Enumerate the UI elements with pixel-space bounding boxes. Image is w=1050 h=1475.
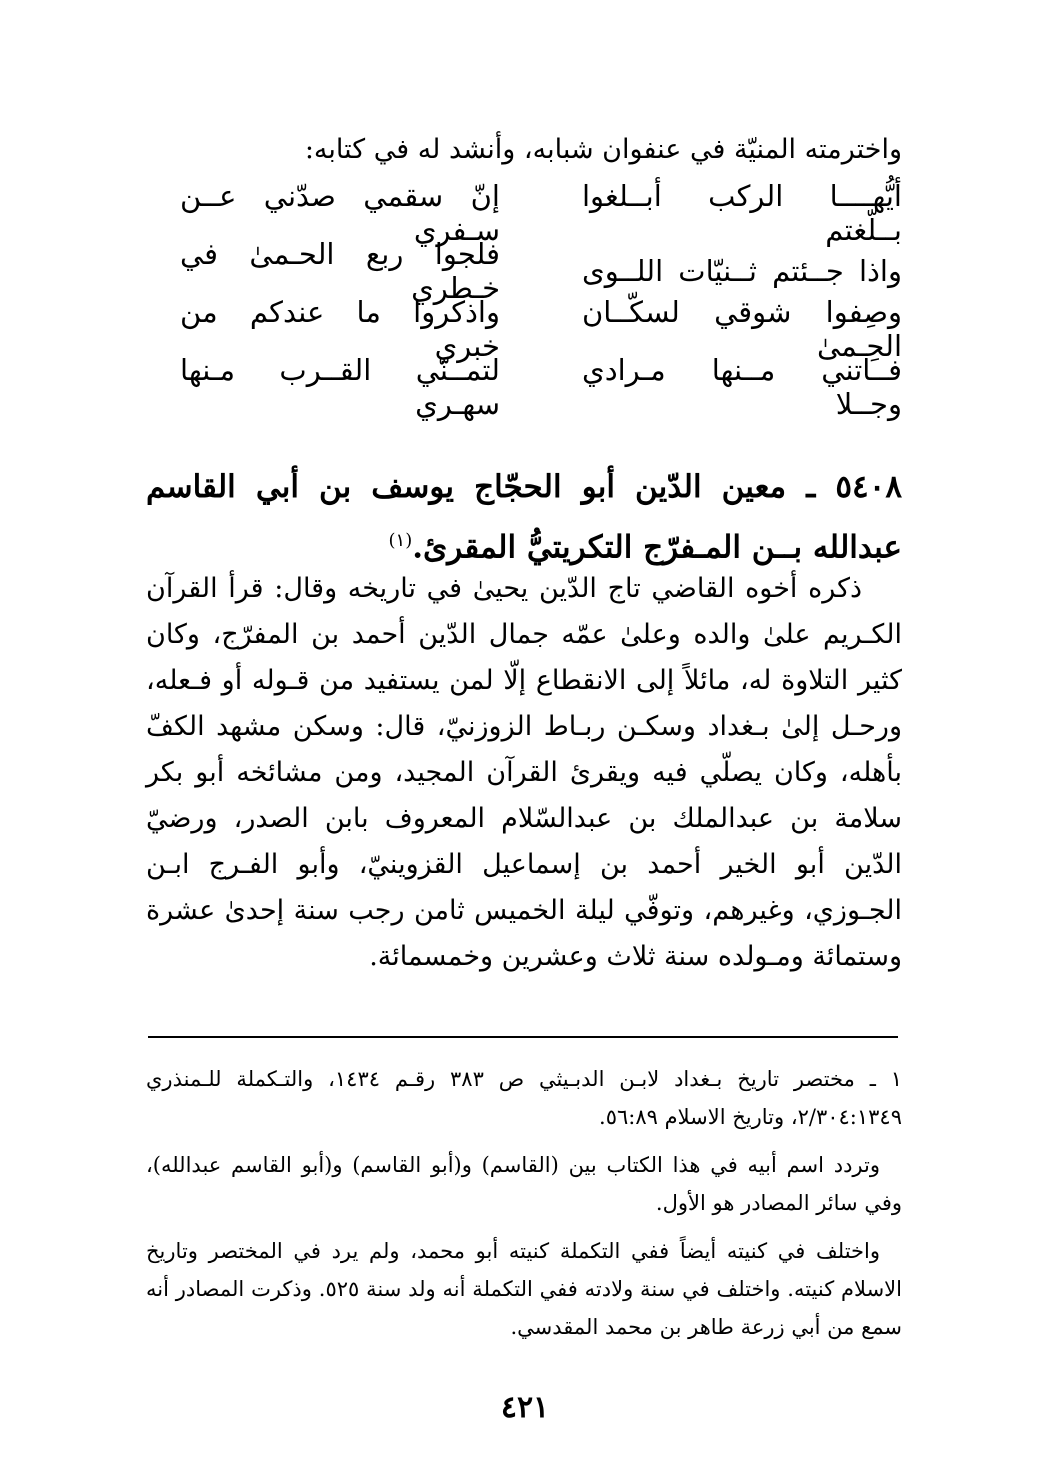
page-number: ٤٢١ (500, 1390, 550, 1425)
footnote-item: ١ ـ مختصر تاريخ بـغداد لابـن الدبـيثي ص ٣٨٣ رقـم ١٤٣٤، والتـكملة للـمنذري ٢/٣٠٤:١٣٤٩، وتاريخ الاسلام ٥٦:٨٩. (146, 1067, 902, 1129)
footnote-item: وتردد اسم أبيه في هذا الكتاب بين (القاسم) و(أبو القاسم) و(أبو القاسم عبدالله)، وفي سائر المصادر هو الأول. (146, 1153, 902, 1215)
verse-line (180, 237, 902, 305)
poem (180, 179, 902, 421)
entry-heading (146, 460, 902, 574)
footnote-divider (148, 1036, 898, 1038)
verse-second-hemistich: واذكروا ما عندكم من خبري (180, 295, 500, 363)
verse-second-hemistich: إنّ سقمي صدّني عــن سـفري (180, 179, 500, 247)
entry-title: ٥٤٠٨ ـ معين الدّين أبو الحجّاج يوسف بن أبي القاسم عبدالله بــن المـفرّج التكريتيُّ المقرئ. (146, 469, 902, 566)
entry-body (146, 566, 902, 980)
footnotes (146, 1060, 902, 1346)
verse-second-hemistich: لتمــنّي القــرب مـنها سهـري (180, 353, 500, 421)
intro-line: واخترمته المنيّة في عنفوان شبابه، وأنشد له في كتابه: (304, 134, 902, 165)
footnote-item: واختلف في كنيته أيضاً ففي التكملة كنيته أبو محمد، ولم يرد في المختصر وتاريخ الاسلام كنيته. واختلف في سنة ولادته ففي التكملة أنه ولد سنة ٥٢٥. وذكرت المصادر أنه سمع من أبي زرعة طاهر بن محمد المقدسي. (146, 1239, 902, 1339)
verse-line (180, 353, 902, 421)
verse-first-hemistich: وصِفوا شوقي لسكّــان الحِـمىٰ (582, 295, 902, 363)
verse-first-hemistich: فــاتني مــنها مـرادي وجــلا (582, 353, 902, 421)
verse-first-hemistich: أيُّهــــا الركب أبــلغوا بــلّغتم (582, 179, 902, 247)
verse-first-hemistich: واذا جــئتم ثــنيّات اللــوى (582, 254, 902, 288)
verse-second-hemistich: فلجوا ربع الحـمىٰ في خـطري (180, 237, 500, 305)
footnote-reference[interactable]: (١) (388, 530, 413, 551)
verse-line (180, 295, 902, 363)
entry-paragraph: ذكره أخوه القاضي تاج الدّين يحيىٰ في تاريخه وقال: قرأ القرآن الكـريم علىٰ والده وعلىٰ عمّه جمال الدّين أحمد بن المفرّج، وكان كثير التلاوة له، مائلاً إلى الانقطاع إلّا لمن يستفيد من قـوله أو فـعله، ورحـل إلىٰ بـغداد وسكـن ربـاط الزوزنيّ، قال: وسكن مشهد الكفّ بأهله، وكان يصلّي فيه ويقرئ القرآن المجيد، ومن مشائخه أبو بكر سلامة بن عبدالملك بن عبدالسّلام المعروف بابن الصدر، ورضيّ الدّين أبو الخير أحمد بن إسماعيل القزوينيّ، وأبو الفـرج ابـن الجـوزي، وغيرهم، وتوفّي ليلة الخميس ثامن رجب سنة إحدىٰ عشرة وستمائة ومـولده سنة ثلاث وعشرين وخمسمائة. (146, 573, 902, 972)
verse-line (180, 179, 902, 247)
